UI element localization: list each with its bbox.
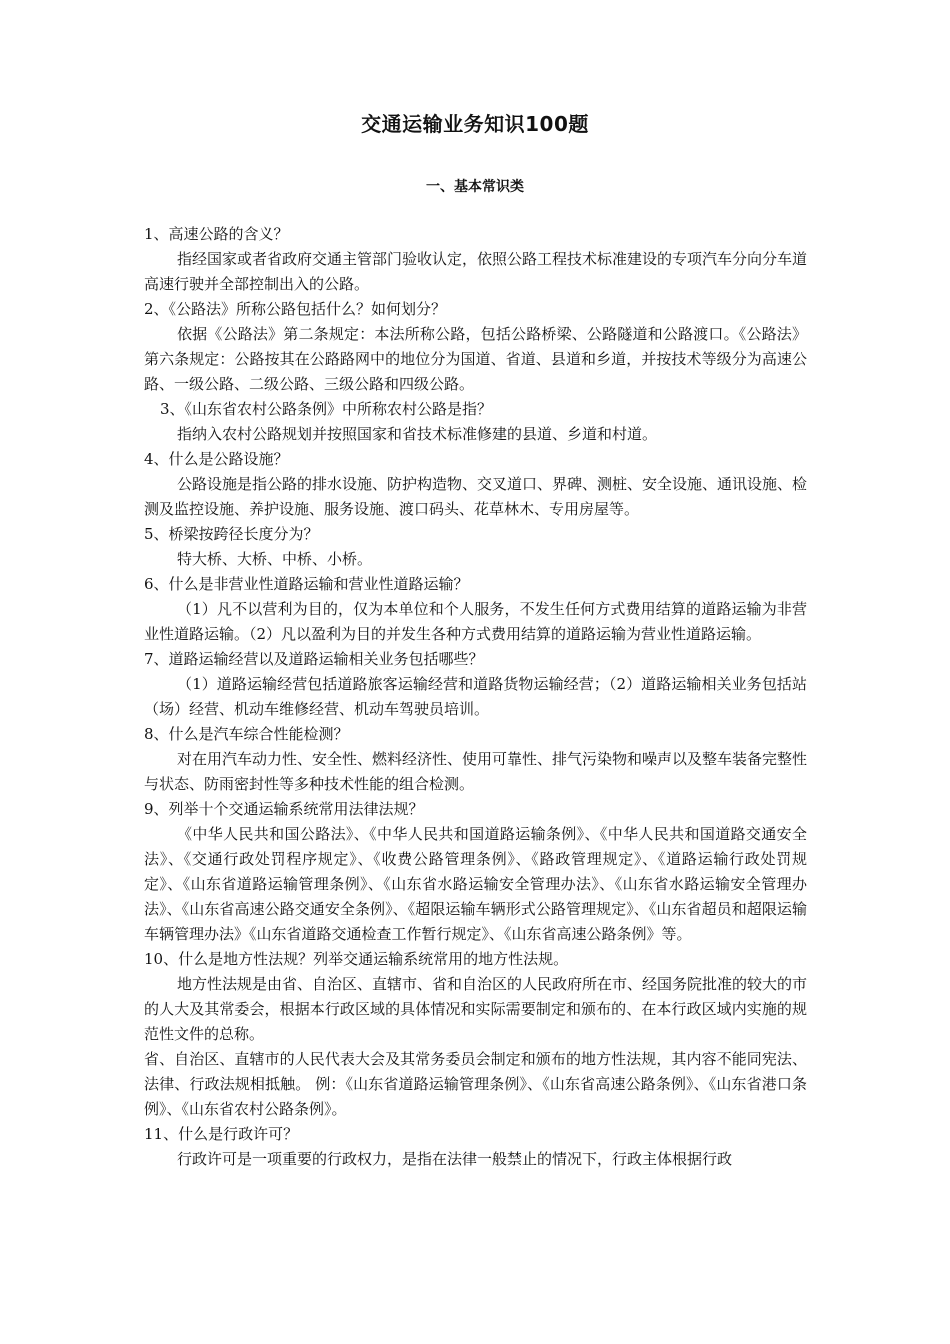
document-title: 交通运输业务知识100题 bbox=[361, 112, 589, 136]
answer-3: 指纳入农村公路规划并按照国家和省技术标准修建的县道、乡道和村道。 bbox=[177, 425, 658, 443]
answer-4: 公路设施是指公路的排水设施、防护构造物、交叉道口、界碑、测桩、安全设施、通讯设施、检测及监控设施、养护设施、服务设施、渡口码头、花草林木、专用房屋等。 bbox=[144, 475, 808, 518]
answer-6: （1）凡不以营利为目的，仅为本单位和个人服务，不发生任何方式费用结算的道路运输为非营业性道路运输。（2）凡以盈利为目的并发生各种方式费用结算的道路运输为营业性道路运输。 bbox=[144, 600, 807, 643]
answer-11: 行政许可是一项重要的行政权力，是指在法律一般禁止的情况下，行政主体根据行政 bbox=[177, 1150, 733, 1168]
question-4: 4、什么是公路设施？ bbox=[144, 450, 289, 468]
answer-7: （1）道路运输经营包括道路旅客运输经营和道路货物运输经营；（2）道路运输相关业务包括站（场）经营、机动车维修经营、机动车驾驶员培训。 bbox=[144, 675, 807, 718]
answer-5: 特大桥、大桥、中桥、小桥。 bbox=[177, 550, 373, 568]
answer-10-para-2: 省、自治区、直辖市的人民代表大会及其常务委员会制定和颁布的地方性法规，其内容不能同宪法、法律、行政法规相抵触。 例：《山东省道路运输管理条例》、《山东省高速公路条例》、《山东省港口条例》、《山东省农村公路条例》。 bbox=[144, 1050, 807, 1118]
answer-1: 指经国家或者省政府交通主管部门验收认定，依照公路工程技术标准建设的专项汽车分向分车道高速行驶并全部控制出入的公路。 bbox=[144, 250, 808, 293]
question-11: 11、什么是行政许可？ bbox=[144, 1125, 299, 1143]
question-1: 1、高速公路的含义？ bbox=[144, 225, 289, 243]
section-heading: 一、基本常识类 bbox=[426, 179, 524, 195]
answer-8: 对在用汽车动力性、安全性、燃料经济性、使用可靠性、排气污染物和噪声以及整车装备完整性与状态、防雨密封性等多种技术性能的组合检测。 bbox=[144, 750, 808, 793]
question-10: 10、什么是地方性法规？列举交通运输系统常用的地方性法规。 bbox=[144, 950, 569, 968]
question-6: 6、什么是非营业性道路运输和营业性道路运输？ bbox=[144, 575, 469, 593]
answer-9: 《中华人民共和国公路法》、《中华人民共和国道路运输条例》、《中华人民共和国道路交通安全法》、《交通行政处罚程序规定》、《收费公路管理条例》、《路政管理规定》、《道路运输行政处罚规定》、《山东省道路运输管理条例》、《山东省水路运输安全管理办法》、《山东省水路运输安全管理办法》、《山东省高速公路交通安全条例》、《超限运输车辆形式公路管理规定》、《山东省超员和超限运输车辆管理办法》《山东省道路交通检查工作暂行规定》、《山东省高速公路条例》等。 bbox=[144, 825, 807, 943]
question-2: 2、《公路法》所称公路包括什么？如何划分？ bbox=[144, 300, 447, 318]
question-7: 7、道路运输经营以及道路运输相关业务包括哪些？ bbox=[144, 650, 484, 668]
answer-10-para-1: 地方性法规是由省、自治区、直辖市、省和自治区的人民政府所在市、经国务院批准的较大的市的人大及其常委会，根据本行政区域的具体情况和实际需要制定和颁布的、在本行政区域内实施的规范性文件的总称。 bbox=[144, 975, 808, 1043]
document-body bbox=[144, 222, 807, 1172]
question-9: 9、列举十个交通运输系统常用法律法规？ bbox=[144, 800, 424, 818]
answer-2: 依据《公路法》第二条规定：本法所称公路，包括公路桥梁、公路隧道和公路渡口。《公路法》第六条规定：公路按其在公路路网中的地位分为国道、省道、县道和乡道，并按技术等级分为高速公路、一级公路、二级公路、三级公路和四级公路。 bbox=[144, 325, 807, 393]
question-5: 5、桥梁按跨径长度分为？ bbox=[144, 525, 319, 543]
question-3: 3、《山东省农村公路条例》中所称农村公路是指？ bbox=[160, 400, 493, 418]
question-8: 8、什么是汽车综合性能检测？ bbox=[144, 725, 349, 743]
